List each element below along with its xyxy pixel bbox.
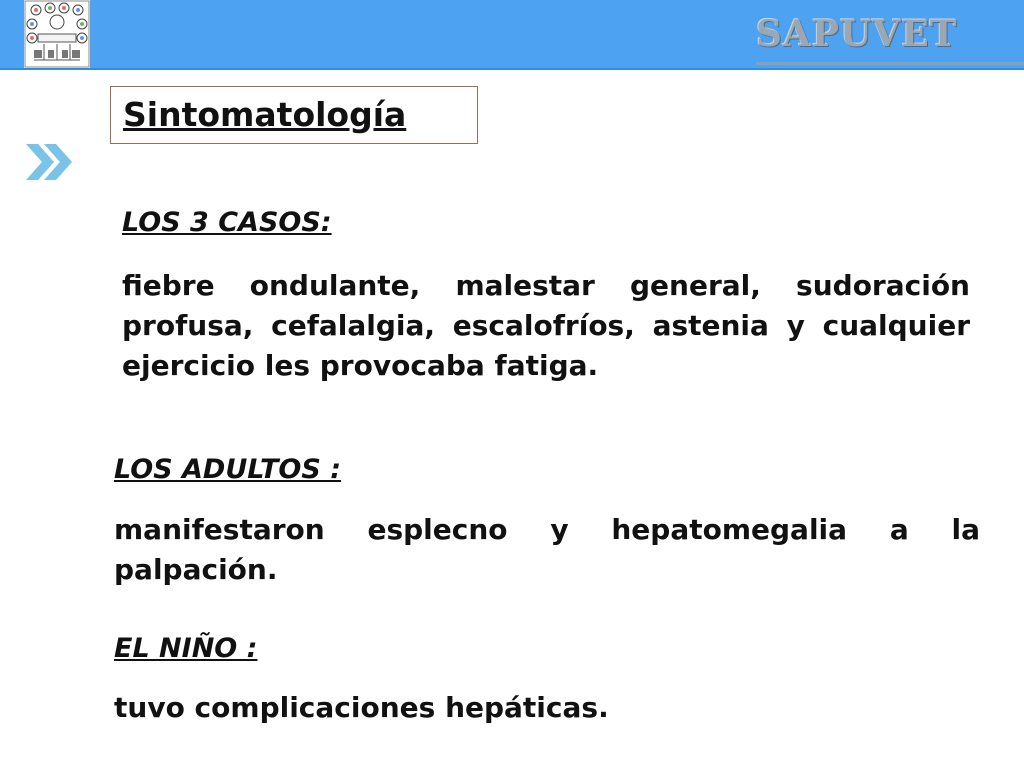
section-heading: LOS 3 CASOS: <box>122 207 332 238</box>
slide-title-box <box>110 86 478 144</box>
section-text: manifestaron esplecno y hepatomegalia a la palpación. <box>114 513 980 586</box>
section-los-adultos <box>114 453 980 590</box>
header-bar <box>0 0 1024 70</box>
double-chevron-right-icon <box>24 142 76 186</box>
brand-wordmark: SAPUVET <box>756 13 958 55</box>
section-el-nino <box>114 632 980 728</box>
brand-underline <box>756 62 1024 65</box>
section-los-3-casos <box>122 206 970 386</box>
section-text: fiebre ondulante, malestar general, sudoración profusa, cefalalgia, escalofríos, astenia y cualquier ejercicio les provocaba fatiga. <box>122 269 970 382</box>
section-heading: LOS ADULTOS : <box>114 454 342 485</box>
section-heading: EL NIÑO : <box>114 633 258 664</box>
section-text: tuvo complicaciones hepáticas. <box>114 691 609 724</box>
logo-icon <box>24 0 90 68</box>
slide-title: Sintomatología <box>123 95 407 134</box>
